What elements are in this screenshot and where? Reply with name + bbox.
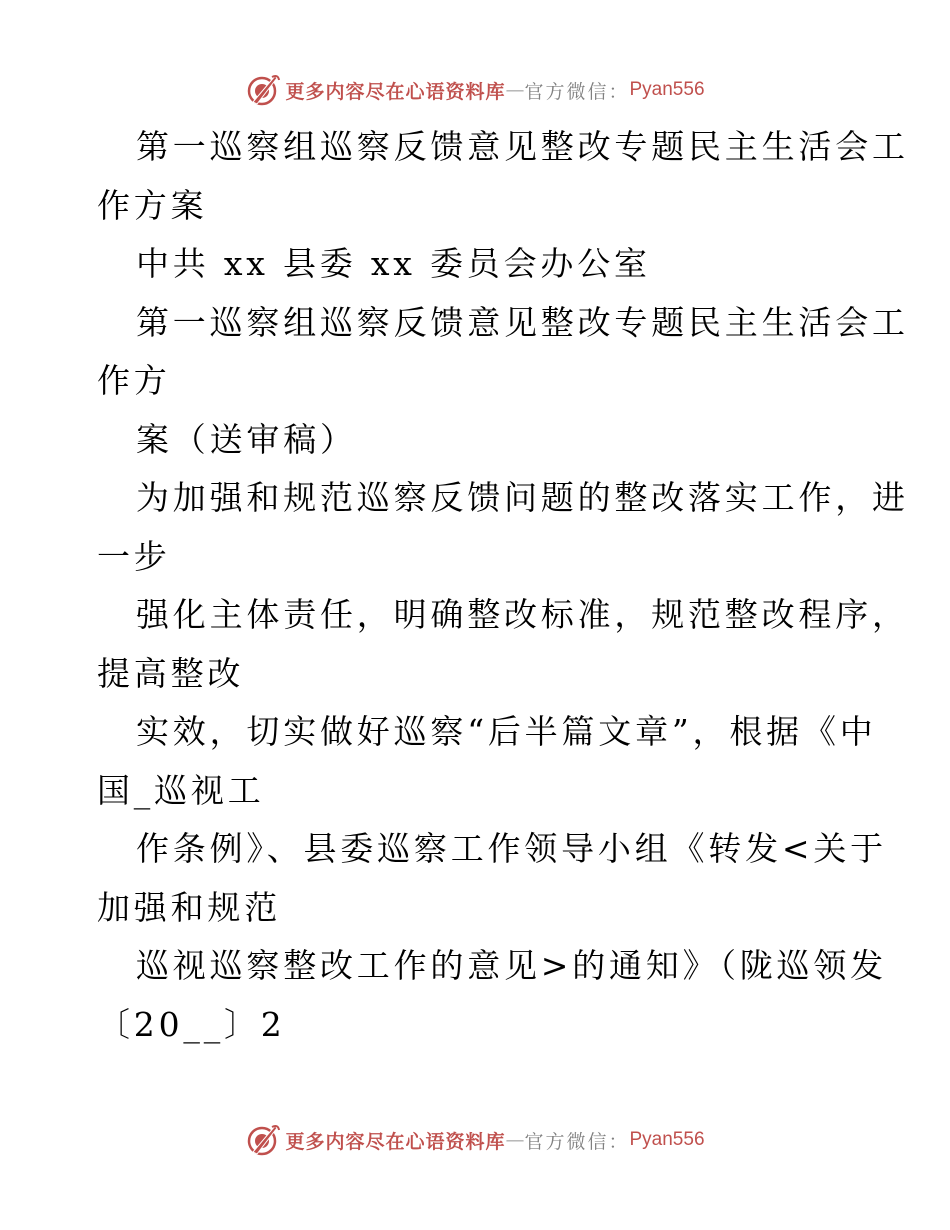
watermark-header — [0, 70, 950, 110]
doc-issuer-line: 中共 xx 县委 xx 委员会办公室 — [136, 244, 651, 283]
doc-title-line-2: 作方案 — [97, 185, 208, 225]
doc-paragraph-line: 提高整改 — [97, 653, 245, 693]
quill-seal-icon — [245, 1122, 281, 1158]
watermark-footer — [0, 1120, 950, 1160]
watermark-wechat-label: 官方微信： — [524, 1130, 630, 1153]
watermark-wechat-id: Pyan556 — [629, 79, 705, 100]
doc-paragraph-line: 强化主体责任，明确整改标准，规范整改程序， — [136, 595, 909, 634]
doc-title-line-1: 第一巡察组巡察反馈意见整改专题民主生活会工 — [136, 127, 909, 166]
watermark-wechat-id: Pyan556 — [629, 1129, 705, 1150]
doc-paragraph-line: 作条例》、县委巡察工作领导小组《转发<关于 — [136, 829, 887, 868]
doc-paragraph-line: 作方 — [97, 361, 171, 400]
watermark-site-name: 更多内容尽在心语资料库 — [285, 1130, 506, 1153]
doc-paragraph-line: 国_巡视工 — [97, 770, 265, 810]
watermark-dash: — — [505, 79, 525, 101]
doc-paragraph-line: 〔20__〕2 — [97, 1004, 286, 1044]
doc-paragraph-line: 巡视巡察整改工作的意见>的通知》（陇巡领发 — [136, 946, 887, 985]
doc-paragraph-line: 为加强和规范巡察反馈问题的整改落实工作，进 — [136, 478, 909, 517]
doc-paragraph-line: 一步 — [97, 536, 171, 576]
doc-paragraph-line: 第一巡察组巡察反馈意见整改专题民主生活会工 — [136, 302, 909, 342]
watermark-dash: — — [505, 1129, 525, 1151]
document-body — [0, 118, 950, 1054]
doc-paragraph-line: 实效，切实做好巡察“后半篇文章”，根据《中 — [136, 712, 877, 751]
doc-paragraph-line: 案（送审稿） — [136, 419, 357, 459]
quill-seal-icon — [245, 72, 281, 108]
watermark-wechat-label: 官方微信： — [524, 80, 630, 103]
watermark-site-name: 更多内容尽在心语资料库 — [285, 80, 506, 103]
doc-paragraph-line: 加强和规范 — [97, 887, 281, 927]
